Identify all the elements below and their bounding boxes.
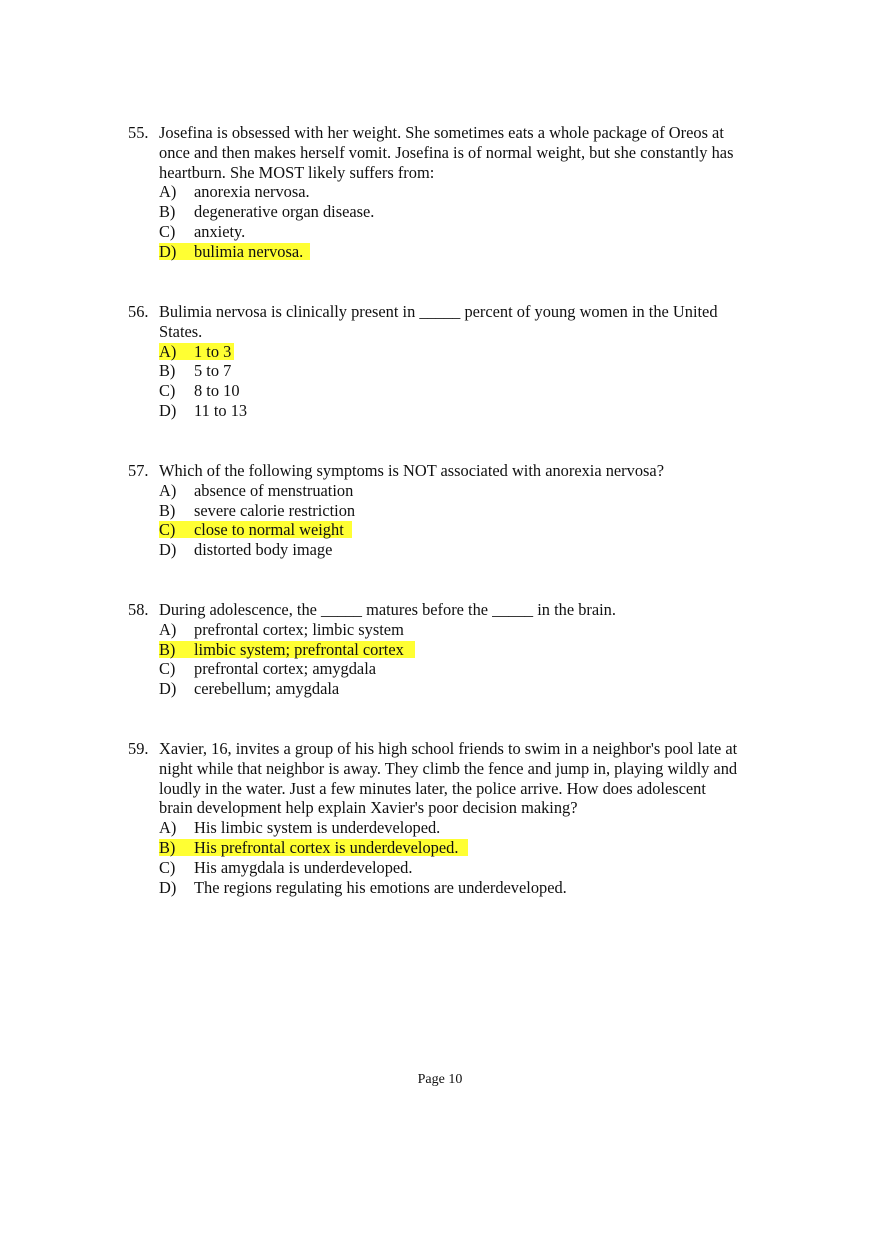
option-letter: A) — [159, 619, 177, 639]
answer-option-d — [159, 878, 788, 898]
answer-option-c — [159, 381, 788, 401]
question-number: 58. — [128, 600, 149, 619]
option-letter: C) — [159, 659, 176, 679]
option-text: prefrontal cortex; limbic system — [194, 619, 404, 639]
option-letter: D) — [159, 877, 177, 897]
answer-option-d-highlighted — [159, 242, 788, 262]
option-letter: B) — [159, 837, 176, 857]
answer-option-c — [159, 659, 788, 679]
question-57 — [128, 461, 788, 560]
answer-option-a — [159, 818, 788, 838]
option-letter: B) — [159, 202, 176, 222]
option-text: 5 to 7 — [194, 361, 232, 381]
highlighted-answer-text: His prefrontal cortex is underdeveloped — [194, 837, 455, 857]
question-number: 57. — [128, 461, 149, 480]
answer-options — [159, 818, 788, 897]
answer-options — [159, 620, 788, 699]
option-letter: A) — [159, 480, 177, 500]
option-letter: B) — [159, 639, 176, 659]
answer-options — [159, 481, 788, 560]
option-text: His limbic system is underdeveloped. — [194, 818, 441, 838]
question-55 — [128, 123, 788, 262]
option-text: degenerative organ disease. — [194, 202, 375, 222]
answer-options — [159, 342, 788, 421]
option-letter: B) — [159, 361, 176, 381]
answer-option-a — [159, 620, 788, 640]
answer-option-b — [159, 202, 788, 222]
option-text: anxiety. — [194, 221, 246, 241]
answer-option-b-highlighted — [159, 640, 788, 660]
option-letter: D) — [159, 540, 177, 560]
answer-option-c — [159, 858, 788, 878]
question-text: Bulimia nervosa is clinically present in _____ percent of young women in the United States. — [159, 302, 718, 341]
option-text: 11 to 13 — [194, 400, 248, 420]
question-text: Which of the following symptoms is NOT associated with anorexia nervosa? — [159, 461, 664, 480]
question-number: 56. — [128, 302, 149, 321]
option-text: anorexia nervosa. — [194, 182, 310, 202]
option-text — [194, 838, 458, 858]
option-letter: A) — [159, 182, 177, 202]
option-text: absence of menstruation — [194, 480, 354, 500]
answer-option-a — [159, 481, 788, 501]
option-letter: D) — [159, 400, 177, 420]
answer-option-d — [159, 401, 788, 421]
question-text: During adolescence, the _____ matures before the _____ in the brain. — [159, 600, 616, 619]
option-text: prefrontal cortex; amygdala — [194, 659, 377, 679]
option-letter: C) — [159, 520, 176, 540]
answer-option-b — [159, 361, 788, 381]
option-text: close to normal weight — [194, 520, 344, 540]
answer-option-b — [159, 501, 788, 521]
option-text: 1 to 3 — [194, 341, 232, 361]
answer-option-c-highlighted — [159, 520, 788, 540]
option-letter: D) — [159, 679, 177, 699]
option-letter: C) — [159, 381, 176, 401]
answer-option-d — [159, 679, 788, 699]
answer-option-c — [159, 222, 788, 242]
answer-option-d — [159, 540, 788, 560]
question-number: 55. — [128, 123, 149, 142]
option-text: cerebellum; amygdala — [194, 679, 340, 699]
option-letter: C) — [159, 857, 176, 877]
question-text: Xavier, 16, invites a group of his high school friends to swim in a neighbor's pool late at night while that neighbor is away. They climb the fence and jump in, playing wildly and loudly in the water. Just a few minutes later, the police arrive. How does adolescent brain development help explain Xavier's poor decision making? — [159, 739, 738, 818]
option-text: severe calorie restriction — [194, 500, 356, 520]
answer-option-b-highlighted — [159, 838, 788, 858]
page-number: Page 10 — [417, 1072, 463, 1087]
question-56 — [128, 302, 788, 421]
question-number: 59. — [128, 739, 149, 758]
option-text: distorted body image — [194, 540, 333, 560]
option-text: bulimia nervosa. — [194, 241, 304, 261]
question-58 — [128, 600, 788, 699]
option-text: The regions regulating his emotions are underdeveloped. — [194, 877, 567, 897]
option-text: limbic system; prefrontal cortex — [194, 639, 404, 659]
option-letter: A) — [159, 818, 177, 838]
option-text: His amygdala is underdeveloped. — [194, 857, 413, 877]
option-letter: A) — [159, 341, 177, 361]
question-59 — [128, 739, 788, 897]
option-text: 8 to 10 — [194, 381, 240, 401]
option-letter: C) — [159, 221, 176, 241]
answer-option-a — [159, 182, 788, 202]
question-text: Josefina is obsessed with her weight. She sometimes eats a whole package of Oreos at once and then makes herself vomit. Josefina is of normal weight, but she constantly has heartburn. She MOST likely suffers from: — [159, 123, 734, 182]
answer-trailing-period: . — [454, 837, 459, 857]
answer-option-a-highlighted — [159, 342, 788, 362]
answer-options — [159, 182, 788, 261]
option-letter: B) — [159, 500, 176, 520]
option-letter: D) — [159, 241, 177, 261]
